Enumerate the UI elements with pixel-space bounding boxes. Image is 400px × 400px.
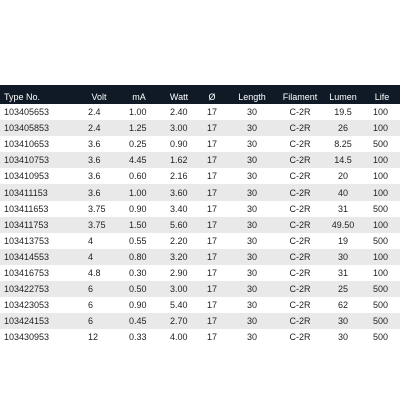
cell-diameter: 17	[206, 219, 217, 230]
table-row	[0, 152, 400, 168]
table-row	[0, 233, 400, 249]
cell-volt: 2.4	[88, 107, 101, 118]
cell-type-no: 103416753	[4, 267, 50, 278]
cell-diameter: 17	[206, 316, 217, 327]
cell-volt: 3.6	[88, 187, 101, 198]
cell-watt: 2.90	[170, 267, 188, 278]
cell-ma: 0.80	[129, 251, 147, 262]
cell-lumen: 30	[337, 332, 348, 343]
header-diameter: Ø	[208, 92, 216, 102]
cell-life: 100	[372, 251, 388, 262]
cell-filament: C-2R	[289, 300, 311, 311]
cell-watt: 4.00	[170, 332, 188, 343]
cell-lumen: 30	[337, 251, 348, 262]
cell-ma: 0.33	[129, 332, 147, 343]
cell-lumen: 40	[337, 187, 348, 198]
cell-life: 100	[372, 187, 388, 198]
cell-ma: 1.00	[129, 187, 147, 198]
cell-lumen: 19	[337, 235, 348, 246]
cell-volt: 6	[88, 316, 94, 327]
cell-filament: C-2R	[289, 332, 311, 343]
table-row	[0, 329, 400, 345]
cell-watt: 5.60	[170, 219, 188, 230]
cell-watt: 2.20	[170, 235, 188, 246]
cell-ma: 0.55	[129, 235, 147, 246]
header-volt: Volt	[91, 92, 107, 102]
cell-ma: 0.90	[129, 300, 147, 311]
cell-ma: 0.30	[129, 267, 147, 278]
cell-lumen: 26	[337, 123, 348, 134]
cell-ma: 1.50	[129, 219, 147, 230]
cell-type-no: 103411753	[4, 219, 49, 230]
cell-type-no: 103405653	[4, 107, 50, 118]
cell-watt: 3.20	[170, 251, 188, 262]
cell-volt: 3.6	[88, 155, 101, 166]
cell-diameter: 17	[206, 332, 217, 343]
cell-length: 30	[246, 251, 257, 262]
cell-filament: C-2R	[289, 155, 311, 166]
table-row	[0, 120, 400, 136]
cell-diameter: 17	[206, 235, 217, 246]
cell-diameter: 17	[206, 284, 217, 295]
table-row	[0, 265, 400, 281]
cell-type-no: 103423053	[4, 300, 50, 311]
cell-filament: C-2R	[289, 235, 311, 246]
cell-diameter: 17	[206, 203, 217, 214]
cell-diameter: 17	[206, 267, 217, 278]
cell-type-no: 103411153	[4, 187, 48, 198]
table-row	[0, 313, 400, 329]
cell-watt: 3.40	[170, 203, 188, 214]
cell-ma: 0.60	[129, 171, 147, 182]
cell-type-no: 103411653	[4, 203, 49, 214]
table-row	[0, 297, 400, 313]
cell-watt: 1.62	[170, 155, 188, 166]
cell-length: 30	[246, 139, 257, 150]
cell-life: 500	[372, 284, 388, 295]
header-filament: Filament	[282, 92, 318, 102]
table-header	[0, 85, 400, 104]
cell-lumen: 31	[337, 203, 348, 214]
cell-lumen: 30	[337, 316, 348, 327]
cell-life: 100	[372, 107, 388, 118]
cell-type-no: 103430953	[4, 332, 50, 343]
cell-watt: 0.90	[170, 139, 188, 150]
cell-volt: 6	[88, 300, 94, 311]
cell-life: 100	[372, 219, 388, 230]
cell-life: 500	[372, 203, 388, 214]
cell-lumen: 8.25	[334, 139, 352, 150]
cell-volt: 6	[88, 284, 94, 295]
cell-lumen: 31	[337, 267, 348, 278]
cell-lumen: 49.50	[331, 219, 355, 230]
cell-watt: 5.40	[170, 300, 188, 311]
cell-length: 30	[246, 316, 257, 327]
cell-filament: C-2R	[289, 107, 311, 118]
cell-type-no: 103413753	[4, 235, 50, 246]
cell-type-no: 103410653	[4, 139, 50, 150]
cell-type-no: 103422753	[4, 284, 50, 295]
cell-length: 30	[246, 107, 257, 118]
cell-diameter: 17	[206, 139, 217, 150]
cell-diameter: 17	[206, 251, 217, 262]
cell-filament: C-2R	[289, 187, 311, 198]
lamp-spec-table	[0, 85, 400, 345]
table-row	[0, 217, 400, 233]
table-body	[0, 104, 400, 345]
cell-type-no: 103414553	[4, 251, 50, 262]
table-row	[0, 136, 400, 152]
cell-ma: 0.50	[129, 284, 147, 295]
cell-diameter: 17	[206, 107, 217, 118]
cell-volt: 2.4	[88, 123, 101, 134]
cell-filament: C-2R	[289, 316, 311, 327]
cell-watt: 2.16	[170, 171, 188, 182]
cell-type-no: 103410753	[4, 155, 50, 166]
cell-length: 30	[246, 187, 257, 198]
cell-lumen: 62	[337, 300, 348, 311]
cell-filament: C-2R	[289, 219, 311, 230]
cell-watt: 2.70	[170, 316, 188, 327]
table-row	[0, 201, 400, 217]
cell-life: 500	[372, 235, 388, 246]
cell-lumen: 14.5	[334, 155, 352, 166]
cell-life: 500	[372, 332, 388, 343]
header-watt: Watt	[169, 92, 189, 102]
cell-life: 500	[372, 316, 388, 327]
cell-volt: 12	[88, 332, 99, 343]
cell-ma: 0.90	[129, 203, 147, 214]
cell-filament: C-2R	[289, 251, 311, 262]
table-row	[0, 104, 400, 120]
cell-life: 100	[372, 171, 388, 182]
cell-filament: C-2R	[289, 284, 311, 295]
cell-diameter: 17	[206, 123, 217, 134]
cell-volt: 3.75	[88, 203, 106, 214]
cell-diameter: 17	[206, 300, 217, 311]
header-type-no: Type No.	[4, 92, 41, 102]
cell-type-no: 103424153	[4, 316, 50, 327]
cell-life: 500	[372, 139, 388, 150]
cell-life: 500	[372, 300, 388, 311]
header-length: Length	[238, 92, 266, 102]
cell-ma: 0.25	[129, 139, 147, 150]
cell-length: 30	[246, 300, 257, 311]
table-row	[0, 184, 400, 200]
cell-watt: 2.40	[170, 107, 188, 118]
cell-watt: 3.00	[170, 284, 188, 295]
cell-volt: 3.6	[88, 171, 101, 182]
cell-diameter: 17	[206, 155, 217, 166]
cell-ma: 0.45	[129, 316, 147, 327]
cell-volt: 3.75	[88, 219, 106, 230]
table-row	[0, 281, 400, 297]
cell-type-no: 103405853	[4, 123, 50, 134]
cell-diameter: 17	[206, 171, 217, 182]
cell-watt: 3.00	[170, 123, 188, 134]
cell-length: 30	[246, 203, 257, 214]
table-row	[0, 249, 400, 265]
cell-filament: C-2R	[289, 139, 311, 150]
cell-lumen: 20	[337, 171, 348, 182]
cell-life: 100	[372, 267, 388, 278]
cell-length: 30	[246, 219, 257, 230]
cell-lumen: 19.5	[334, 107, 352, 118]
cell-life: 100	[372, 123, 388, 134]
cell-filament: C-2R	[289, 171, 311, 182]
cell-volt: 4	[88, 251, 94, 262]
header-ma: mA	[132, 92, 146, 102]
cell-filament: C-2R	[289, 203, 311, 214]
cell-length: 30	[246, 284, 257, 295]
cell-ma: 1.00	[129, 107, 147, 118]
cell-diameter: 17	[206, 187, 217, 198]
cell-lumen: 25	[337, 284, 348, 295]
table-row	[0, 168, 400, 184]
header-life: Life	[374, 92, 390, 102]
cell-length: 30	[246, 332, 257, 343]
cell-watt: 3.60	[170, 187, 188, 198]
cell-volt: 3.6	[88, 139, 101, 150]
cell-ma: 1.25	[129, 123, 147, 134]
header-lumen: Lumen	[329, 92, 357, 102]
cell-life: 100	[372, 155, 388, 166]
cell-length: 30	[246, 267, 257, 278]
cell-length: 30	[246, 123, 257, 134]
cell-volt: 4	[88, 235, 94, 246]
header-row	[0, 85, 400, 104]
cell-type-no: 103410953	[4, 171, 50, 182]
cell-ma: 4.45	[129, 155, 147, 166]
cell-length: 30	[246, 171, 257, 182]
cell-filament: C-2R	[289, 123, 311, 134]
cell-volt: 4.8	[88, 267, 101, 278]
cell-length: 30	[246, 155, 257, 166]
cell-length: 30	[246, 235, 257, 246]
cell-filament: C-2R	[289, 267, 311, 278]
